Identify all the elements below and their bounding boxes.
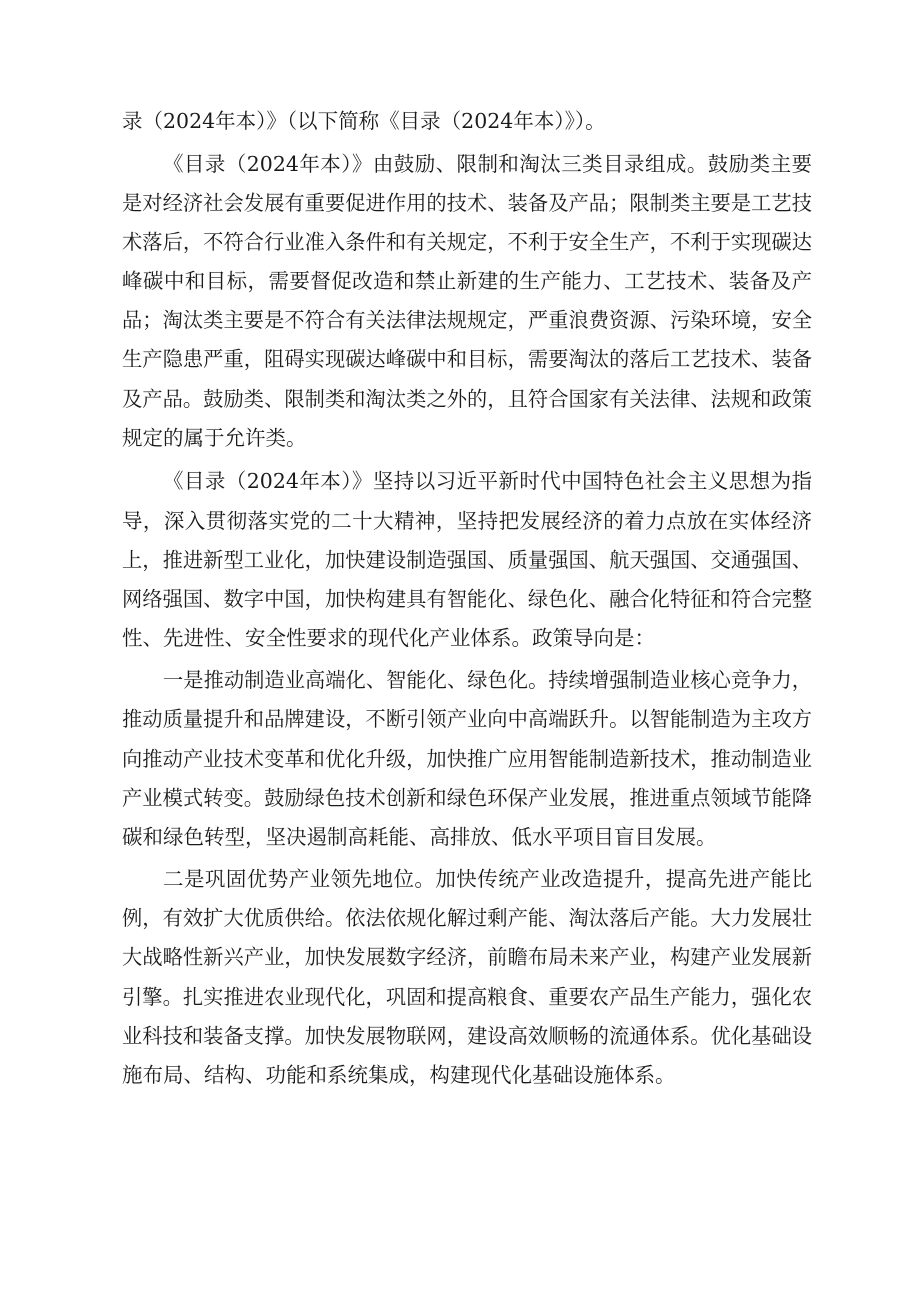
text-line: 碳和绿色转型，坚决遏制高耗能、高排放、低水平项目盲目发展。 — [122, 825, 717, 849]
text-line: 性、先进性、安全性要求的现代化产业体系。政策导向是： — [122, 626, 655, 650]
text-line: 上，推进新型工业化，加快建设制造强国、质量强国、航天强国、交通强国、 — [122, 548, 812, 572]
text-line: 网络强国、数字中国，加快构建具有智能化、绿色化、融合化特征和符合完整 — [122, 587, 812, 611]
text-line: 是对经济社会发展有重要促进作用的技术、装备及产品；限制类主要是工艺技 — [122, 191, 812, 215]
text-line: 向推动产业技术变革和优化升级，加快推广应用智能制造新技术，推动制造业 — [122, 747, 812, 771]
text-line: 生产隐患严重，阻碍实现碳达峰碳中和目标，需要淘汰的落后工艺技术、装备 — [122, 347, 812, 371]
text-line: 一是推动制造业高端化、智能化、绿色化。持续增强制造业核心竞争力， — [163, 668, 812, 692]
text-line: 施布局、结构、功能和系统集成，构建现代化基础设施体系。 — [122, 1063, 676, 1087]
text-line: 品；淘汰类主要是不符合有关法律法规规定，严重浪费资源、污染环境，安全 — [122, 308, 812, 332]
text-line: 及产品。鼓励类、限制类和淘汰类之外的，且符合国家有关法律、法规和政策 — [122, 387, 812, 411]
text-line: 《目录（2024年本）》由鼓励、限制和淘汰三类目录组成。鼓励类主要 — [163, 152, 812, 176]
text-line: 引擎。扎实推进农业现代化，巩固和提高粮食、重要农产品生产能力，强化农 — [122, 985, 812, 1009]
text-line: 二是巩固优势产业领先地位。加快传统产业改造提升，提高先进产能比 — [163, 867, 812, 891]
text-line: 导，深入贯彻落实党的二十大精神，坚持把发展经济的着力点放在实体经济 — [122, 509, 812, 533]
text-line: 产业模式转变。鼓励绿色技术创新和绿色环保产业发展，推进重点领域节能降 — [122, 786, 812, 810]
text-line: 业科技和装备支撑。加快发展物联网，建设高效顺畅的流通体系。优化基础设 — [122, 1024, 812, 1048]
text-line: 《目录（2024年本）》坚持以习近平新时代中国特色社会主义思想为指 — [163, 469, 812, 493]
text-line: 推动质量提升和品牌建设，不断引领产业向中高端跃升。以智能制造为主攻方 — [122, 707, 812, 731]
text-line: 术落后，不符合行业准入条件和有关规定，不利于安全生产，不利于实现碳达 — [122, 230, 812, 254]
text-line: 规定的属于允许类。 — [122, 426, 307, 450]
text-line: 峰碳中和目标，需要督促改造和禁止新建的生产能力、工艺技术、装备及产 — [122, 269, 812, 293]
text-line: 录（2024年本）》（以下简称《目录（2024年本）》）。 — [122, 109, 606, 133]
text-line: 大战略性新兴产业，加快发展数字经济，前瞻布局未来产业，构建产业发展新 — [122, 945, 812, 969]
text-line: 例，有效扩大优质供给。依法依规化解过剩产能、淘汰落后产能。大力发展壮 — [122, 906, 812, 930]
